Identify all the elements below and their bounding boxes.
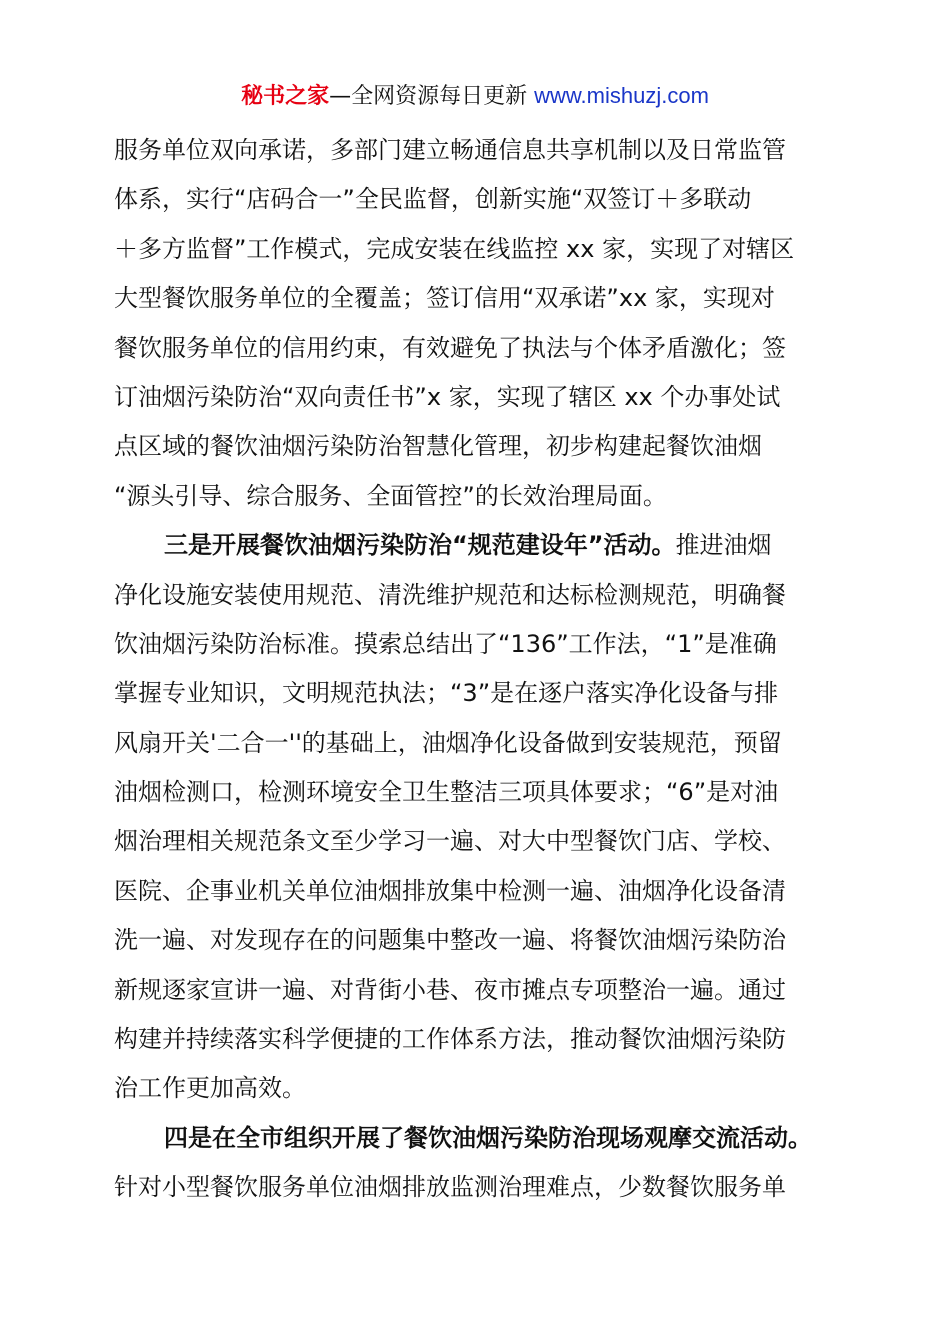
text-line: ＋多方监督”工作模式，完成安装在线监控 xx 家，实现了对辖区 — [114, 234, 795, 263]
site-url-link[interactable]: www.mishuzj.com — [534, 83, 709, 108]
text-line: 餐饮服务单位的信用约束，有效避免了执法与个体矛盾激化；签 — [114, 333, 786, 362]
text-line: 饮油烟污染防治标准。摸索总结出了“136”工作法，“1”是准确 — [114, 629, 777, 658]
text-line: 大型餐饮服务单位的全覆盖；签订信用“双承诺”xx 家，实现对 — [114, 284, 775, 313]
text-line: 针对小型餐饮服务单位油烟排放监测治理难点，少数餐饮服务单 — [114, 1173, 786, 1202]
site-brand: 秘书之家 — [241, 84, 330, 109]
text-line: 构建并持续落实科学便捷的工作体系方法，推动餐饮油烟污染防 — [114, 1025, 786, 1054]
paragraph-2 — [114, 521, 850, 1114]
text-line: 烟治理相关规范条文至少学习一遍、对大中型餐饮门店、学校、 — [114, 827, 786, 856]
page-header — [0, 80, 950, 113]
heading-continuation: 推进油烟 — [675, 531, 772, 560]
text-line: 风扇开关'二合一''的基础上，油烟净化设备做到安装规范，预留 — [114, 728, 782, 757]
site-tagline: —全网资源每日更新 — [329, 84, 528, 109]
text-line: 治工作更加高效。 — [114, 1074, 306, 1103]
text-line: 掌握专业知识，文明规范执法；“3”是在逐户落实净化设备与排 — [114, 679, 779, 708]
paragraph-first-line — [114, 521, 850, 570]
text-line: 洗一遍、对发现存在的问题集中整改一遍、将餐饮油烟污染防治 — [114, 926, 786, 955]
text-line: 净化设施安装使用规范、清洗维护规范和达标检测规范，明确餐 — [114, 580, 786, 609]
paragraph-heading: 三是开展餐饮油烟污染防治“规范建设年”活动。 — [164, 531, 676, 560]
text-line: 体系，实行“店码合一”全民监督，创新实施“双签订＋多联动 — [114, 185, 752, 214]
paragraph-3 — [114, 1114, 850, 1213]
text-line: “源头引导、综合服务、全面管控”的长效治理局面。 — [114, 481, 667, 510]
paragraph-1 — [114, 126, 850, 521]
text-line: 订油烟污染防治“双向责任书”x 家，实现了辖区 xx 个办事处试 — [114, 382, 781, 411]
text-line: 服务单位双向承诺，多部门建立畅通信息共享机制以及日常监管 — [114, 136, 786, 164]
text-line: 医院、企事业机关单位油烟排放集中检测一遍、油烟净化设备清 — [114, 876, 786, 905]
document-body — [114, 126, 850, 1213]
paragraph-heading: 四是在全市组织开展了餐饮油烟污染防治现场观摩交流活动。 — [164, 1123, 812, 1152]
text-line: 新规逐家宣讲一遍、对背街小巷、夜市摊点专项整治一遍。通过 — [114, 975, 786, 1004]
text-line: 点区域的餐饮油烟污染防治智慧化管理，初步构建起餐饮油烟 — [114, 432, 762, 461]
text-line: 油烟检测口，检测环境安全卫生整洁三项具体要求；“6”是对油 — [114, 778, 779, 807]
